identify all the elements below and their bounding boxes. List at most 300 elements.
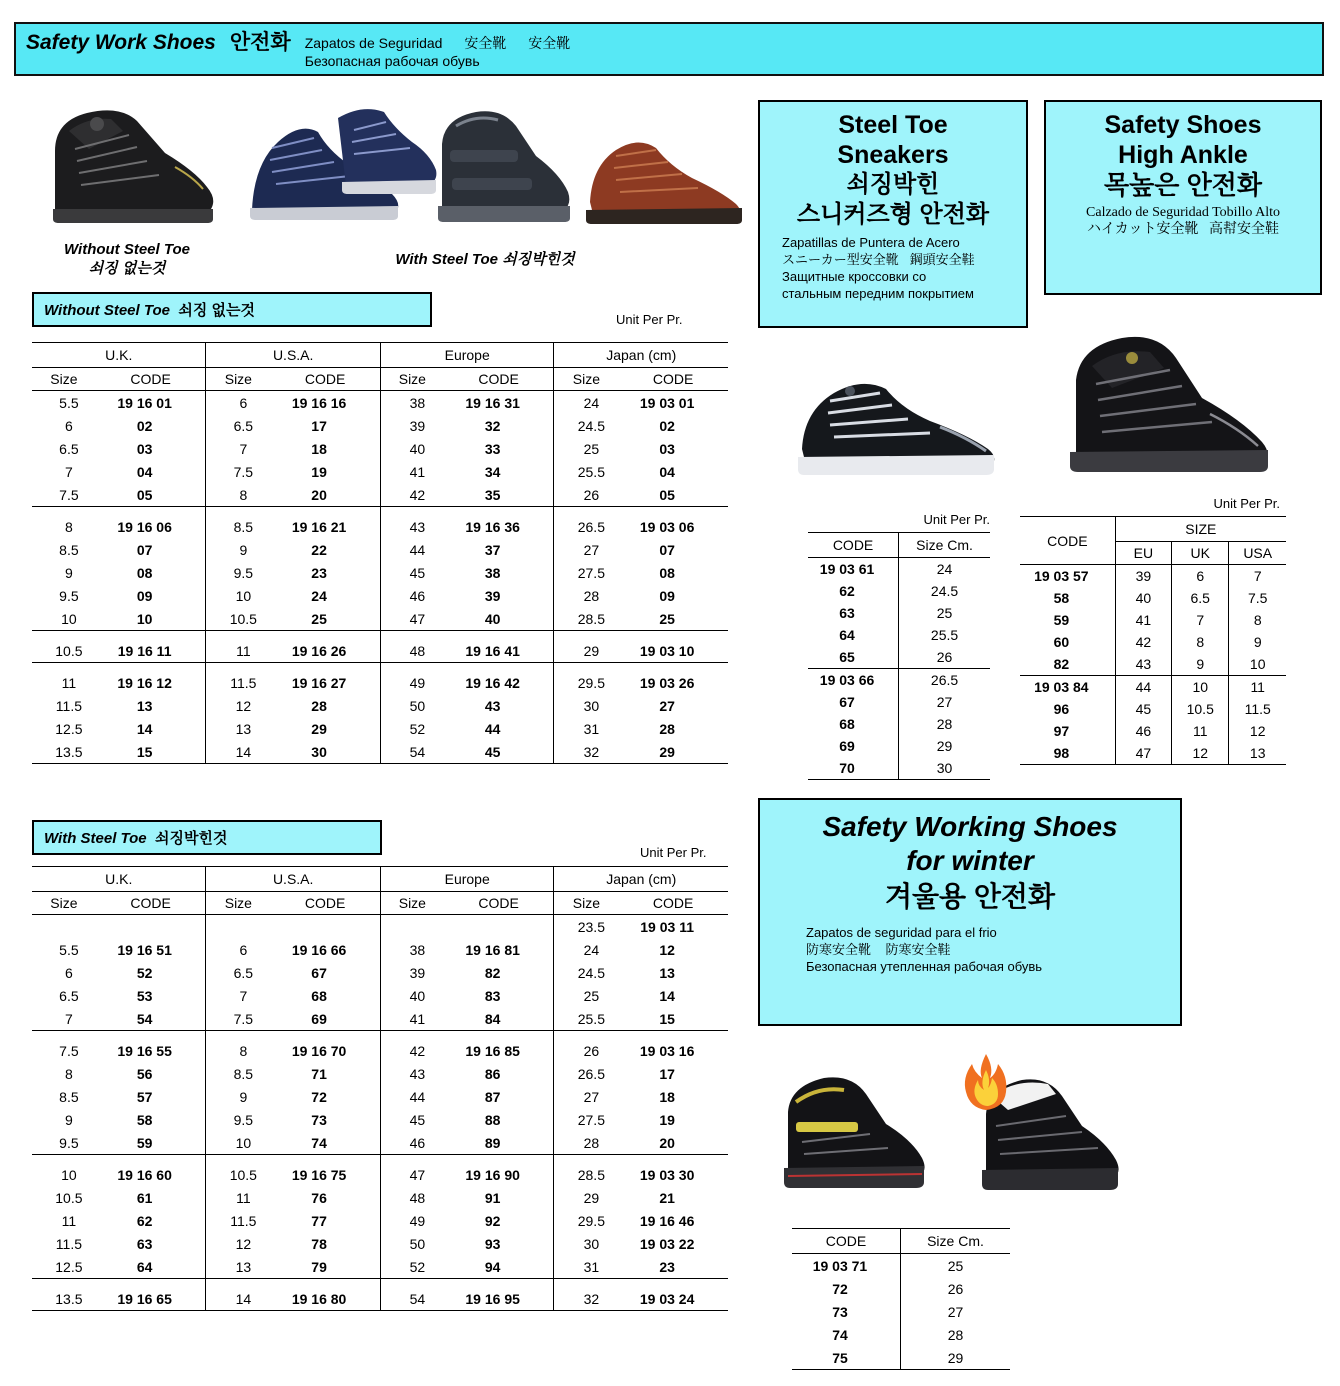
cell-jp-size: 28.5 — [554, 607, 618, 631]
row-spacer — [32, 663, 728, 672]
cell-jp-code: 15 — [618, 1007, 728, 1031]
cell-code: 59 — [1053, 612, 1070, 628]
cell-size-cm: 28 — [900, 1323, 1010, 1346]
cell-eu-size: 42 — [380, 483, 443, 507]
winter-title-kr: 겨울용 안전화 — [884, 881, 1056, 912]
cell-code: 62 — [839, 583, 855, 599]
cell-usa-code: 73 — [311, 1111, 327, 1128]
highankle-cn: 高幇安全鞋 — [1208, 222, 1279, 237]
spacer-cell — [444, 1031, 554, 1040]
th-region-usa: U.S.A. — [206, 343, 380, 368]
cell-code: 75 — [792, 1346, 900, 1370]
banner-title-en: Safety Work Shoes — [26, 31, 216, 54]
table-row — [792, 1323, 1010, 1346]
spacer-cell — [618, 507, 728, 516]
cell-uk-code: 61 — [136, 1189, 153, 1206]
cell-eu-size: 45 — [380, 1108, 443, 1131]
cell-jp-size: 24.5 — [554, 414, 618, 437]
cell-eu-code: 19 16 42 — [465, 674, 520, 691]
cell-eu-code: 89 — [444, 1131, 554, 1155]
cell-uk-code: 52 — [136, 964, 153, 981]
cell-eu: 44 — [1115, 676, 1171, 699]
cell-usa-size: 10.5 — [206, 607, 270, 631]
spacer-cell — [444, 663, 554, 672]
cell-jp-code: 17 — [659, 1065, 675, 1082]
table-high-ankle — [1020, 516, 1286, 765]
table-row — [1020, 631, 1286, 653]
cell-eu-code: 40 — [444, 607, 554, 631]
cell-usa-code: 19 16 21 — [291, 518, 347, 535]
panel-steel-toe-sneakers — [758, 100, 1028, 328]
table-row — [32, 561, 728, 584]
table-row — [1020, 565, 1286, 588]
table-row — [792, 1300, 1010, 1323]
cell-usa-size: 14 — [206, 1287, 270, 1311]
spacer-cell — [206, 631, 270, 640]
table-winter — [792, 1228, 1010, 1370]
cell-jp-code: 21 — [659, 1189, 675, 1206]
cell-usa-size: 6.5 — [206, 414, 270, 437]
unit-label-table1: Unit Per Pr. — [616, 312, 683, 327]
cell-usa-size: 14 — [206, 740, 270, 764]
winter-title-1: Safety Working Shoes — [822, 811, 1118, 842]
cell-usa-code: 19 16 16 — [291, 394, 347, 411]
cell-jp-code: 09 — [659, 587, 675, 604]
th-region-uk: U.K. — [32, 867, 206, 892]
cell-usa-code: 67 — [311, 964, 327, 981]
table-row — [1020, 698, 1286, 720]
table-row — [32, 694, 728, 717]
cell-uk-size: 6.5 — [59, 440, 79, 457]
th-size: Size — [206, 368, 270, 391]
cell-jp-code: 19 03 22 — [639, 1235, 695, 1252]
cell-uk-size: 6 — [65, 964, 73, 981]
cell-usa: 11 — [1229, 676, 1286, 699]
cell-uk-size: 9.5 — [59, 587, 79, 604]
sneakers-es: Zapatillas de Puntera de Acero — [782, 235, 960, 250]
sneakers-title-kr1: 쇠징박힌 — [846, 171, 940, 198]
spacer-cell — [270, 1155, 380, 1164]
cell-uk-size: 8 — [65, 1065, 73, 1082]
cell-usa: 12 — [1229, 720, 1286, 742]
cell-size-cm: 29 — [900, 1346, 1010, 1370]
spacer-cell — [32, 1155, 96, 1164]
sneakers-title-1: Steel Toe — [838, 111, 948, 139]
cell-eu-code: 82 — [484, 964, 501, 981]
cell-uk-code: 63 — [136, 1235, 153, 1252]
shoe-photo-black-boot — [25, 91, 230, 231]
chip-without-steel-toe: Without Steel Toe 쇠징 없는것 — [32, 292, 432, 327]
cell-usa-code: 19 16 27 — [291, 674, 347, 691]
cell-uk-size: 11.5 — [55, 1235, 82, 1252]
chip-with-steel-toe: With Steel Toe 쇠징박힌것 — [32, 820, 382, 855]
cell-usa: 8 — [1229, 609, 1286, 631]
page-banner — [14, 22, 1324, 76]
th-size-cm: Size Cm. — [900, 1229, 1010, 1254]
cell-jp-code: 04 — [659, 463, 675, 480]
cell-jp-size: 30 — [554, 1232, 618, 1255]
cell-jp-code: 20 — [618, 1131, 728, 1155]
cell-uk-code: 04 — [136, 463, 153, 480]
th-size: Size — [206, 892, 270, 915]
cell-code: 74 — [832, 1326, 848, 1343]
cell-usa-code — [270, 915, 380, 939]
cell-eu-code: 34 — [484, 463, 501, 480]
cell-eu: 41 — [1115, 609, 1171, 631]
cell-eu-size: 44 — [380, 538, 443, 561]
cell-usa-size: 11.5 — [206, 1209, 270, 1232]
cell-uk-size: 8.5 — [59, 541, 79, 558]
cell-eu-size: 54 — [380, 740, 443, 764]
spacer-cell — [32, 631, 96, 640]
cell-uk-size — [32, 915, 96, 939]
cell-eu-size: 48 — [380, 639, 443, 663]
spacer-cell — [96, 507, 206, 516]
cell-uk: 10.5 — [1172, 698, 1229, 720]
cell-usa-code: 78 — [311, 1235, 327, 1252]
highankle-title-kr: 목높은 안전화 — [1104, 170, 1262, 200]
spacer-cell — [206, 507, 270, 516]
spacer-cell — [32, 1031, 96, 1040]
th-size: Size — [554, 368, 618, 391]
cell-eu-code: 84 — [444, 1007, 554, 1031]
table-row — [32, 1039, 728, 1062]
cell-usa-size: 7 — [206, 437, 270, 460]
spacer-cell — [96, 1155, 206, 1164]
cell-uk-code: 13 — [136, 697, 153, 714]
cell-eu-code: 93 — [484, 1235, 501, 1252]
cell-jp-size: 26 — [554, 483, 618, 507]
highankle-title-1: Safety Shoes — [1104, 111, 1262, 139]
cell-eu-code: 92 — [484, 1212, 501, 1229]
table-row — [32, 915, 728, 939]
cell-usa: 13 — [1229, 742, 1286, 765]
highankle-es: Calzado de Seguridad Tobillo Alto — [1086, 205, 1280, 220]
spacer-cell — [444, 1279, 554, 1288]
th-code: CODE — [96, 892, 206, 915]
spacer-cell — [96, 631, 206, 640]
cell-size-cm: 26 — [899, 646, 990, 669]
table-row — [32, 1062, 728, 1085]
cell-jp-size: 27 — [554, 538, 618, 561]
spacer-cell — [444, 507, 554, 516]
spacer-cell — [96, 1279, 206, 1288]
banner-title-ru: Безопасная рабочая обувь — [304, 53, 480, 69]
spacer-cell — [554, 1279, 618, 1288]
th-code: CODE — [618, 892, 728, 915]
cell-eu-code: 19 16 90 — [465, 1166, 520, 1183]
cell-eu-size: 47 — [380, 607, 443, 631]
table-row — [1020, 676, 1286, 699]
cell-eu-code: 44 — [484, 720, 501, 737]
th-code: CODE — [792, 1229, 900, 1254]
th-region-europe: Europe — [380, 867, 554, 892]
table-row — [32, 740, 728, 764]
table-row — [792, 1346, 1010, 1370]
cell-uk-size: 13.5 — [32, 1287, 96, 1311]
cell-size-cm: 27 — [899, 691, 990, 713]
cell-eu-code: 38 — [484, 564, 501, 581]
cell-uk-size: 13.5 — [32, 740, 96, 764]
table-row — [32, 1085, 728, 1108]
th-region-japan: Japan (cm) — [554, 343, 728, 368]
cell-eu-code: 19 16 41 — [444, 639, 554, 663]
spacer-cell — [270, 663, 380, 672]
table-row — [32, 1232, 728, 1255]
spacer-cell — [270, 507, 380, 516]
spacer-cell — [618, 663, 728, 672]
th-code: CODE — [444, 368, 554, 391]
cell-jp-size: 31 — [554, 1255, 618, 1279]
cell-jp-size: 24 — [554, 938, 618, 961]
cell-jp-code: 07 — [659, 541, 675, 558]
spacer-cell — [554, 1155, 618, 1164]
shoe-photo-blue-pair — [242, 94, 442, 229]
sneakers-title-2: Sneakers — [837, 141, 949, 169]
cell-uk-size: 10.5 — [55, 1189, 83, 1206]
th-size: Size — [32, 368, 96, 391]
cell-usa-size: 7.5 — [206, 1007, 270, 1031]
cell-code: 96 — [1053, 701, 1070, 717]
table-row — [808, 558, 990, 581]
cell-jp-size: 28 — [554, 584, 618, 607]
cell-uk: 11 — [1172, 720, 1229, 742]
cell-jp-size: 32 — [554, 740, 618, 764]
cell-eu-size: 40 — [380, 984, 443, 1007]
cell-uk-size: 9.5 — [32, 1131, 96, 1155]
cell-usa-code: 79 — [270, 1255, 380, 1279]
cell-usa-size: 6 — [206, 938, 270, 961]
cell-size-cm: 27 — [900, 1300, 1010, 1323]
table-row — [808, 580, 990, 602]
cell-usa-size: 10 — [206, 584, 270, 607]
table-row — [32, 1108, 728, 1131]
table-row — [32, 717, 728, 740]
spacer-cell — [270, 1031, 380, 1040]
sneakers-title-kr2: 스니커즈형 안전화 — [796, 201, 990, 228]
table-row — [32, 437, 728, 460]
th-code: CODE — [444, 892, 554, 915]
cell-uk-code: 59 — [96, 1131, 206, 1155]
th-code: CODE — [808, 533, 899, 558]
unit-label-highankle: Unit Per Pr. — [1213, 496, 1280, 511]
cell-usa-code: 68 — [311, 987, 327, 1004]
cell-jp-code: 19 03 06 — [639, 518, 695, 535]
cell-jp-size: 25 — [554, 437, 618, 460]
cell-usa-code: 69 — [270, 1007, 380, 1031]
winter-cn: 防寒安全鞋 — [885, 942, 951, 957]
cell-code: 19 03 66 — [819, 672, 875, 688]
cell-uk-size: 11 — [61, 674, 77, 691]
table-row — [32, 483, 728, 507]
cell-eu-code: 32 — [484, 417, 501, 434]
cell-usa-code: 28 — [311, 697, 327, 714]
cell-eu-size: 43 — [380, 1062, 443, 1085]
cell-eu-code: 37 — [484, 541, 501, 558]
cell-usa-code: 19 16 80 — [270, 1287, 380, 1311]
cell-usa-size: 12 — [206, 1232, 270, 1255]
cell-jp-code: 19 03 16 — [639, 1042, 695, 1059]
cell-eu-code: 43 — [484, 697, 501, 714]
cell-jp-size: 23.5 — [554, 915, 618, 939]
shoe-photo-grey-boot — [420, 92, 580, 232]
cell-uk: 12 — [1172, 742, 1229, 765]
row-spacer — [32, 1031, 728, 1040]
cell-code: 19 03 84 — [1034, 679, 1089, 695]
cell-jp-code: 19 03 26 — [639, 674, 695, 691]
row-spacer — [32, 1279, 728, 1288]
cell-eu-size: 52 — [380, 1255, 443, 1279]
spacer-cell — [618, 1279, 728, 1288]
cell-size-cm: 29 — [899, 735, 990, 757]
table-row — [32, 1209, 728, 1232]
cell-uk-size: 6.5 — [59, 987, 79, 1004]
cell-eu: 39 — [1115, 565, 1171, 588]
cell-size-cm: 28 — [899, 713, 990, 735]
th-code: CODE — [270, 892, 380, 915]
cell-usa-code: 19 16 26 — [270, 639, 380, 663]
cell-uk-code: 07 — [136, 541, 153, 558]
table-row — [32, 460, 728, 483]
table-row — [808, 735, 990, 757]
spacer-cell — [380, 631, 443, 640]
cell-code: 97 — [1053, 723, 1070, 739]
spacer-cell — [96, 663, 206, 672]
cell-uk: 6 — [1172, 565, 1229, 588]
table-row — [1020, 653, 1286, 676]
cell-eu-code: 19 16 85 — [465, 1042, 520, 1059]
cell-uk-size: 5.5 — [59, 394, 79, 411]
table-row — [808, 713, 990, 735]
cell-jp-size: 32 — [554, 1287, 618, 1311]
cell-usa-code: 23 — [311, 564, 327, 581]
highankle-jp: ハイカット安全靴 — [1087, 222, 1199, 237]
cell-code: 98 — [1020, 742, 1115, 765]
table-row — [32, 938, 728, 961]
cell-uk-code: 56 — [136, 1065, 153, 1082]
cell-uk: 10 — [1172, 676, 1229, 699]
sneakers-ru1: Защитные кроссовки со — [782, 269, 927, 284]
spacer-cell — [270, 631, 380, 640]
panel-high-ankle — [1044, 100, 1322, 295]
spacer-cell — [380, 1155, 443, 1164]
cell-uk-size: 11 — [61, 1212, 77, 1229]
cell-uk-size: 10 — [32, 607, 96, 631]
shoe-photo-sneaker — [790, 345, 1005, 490]
cell-uk: 7 — [1172, 609, 1229, 631]
table-row — [32, 607, 728, 631]
table-row — [32, 984, 728, 1007]
cell-jp-code: 19 03 10 — [618, 639, 728, 663]
cell-uk-code — [96, 915, 206, 939]
spacer-cell — [618, 1155, 728, 1164]
cell-jp-code: 19 16 46 — [639, 1212, 695, 1229]
cell-eu-size: 38 — [380, 391, 443, 415]
cell-usa-code: 29 — [311, 720, 327, 737]
spacer-cell — [380, 1031, 443, 1040]
cell-usa-size: 6 — [206, 391, 270, 415]
cell-eu-code: 19 16 36 — [465, 518, 520, 535]
table-without-steel-toe — [32, 342, 728, 764]
spacer-cell — [206, 1155, 270, 1164]
cell-size-cm: 30 — [899, 757, 990, 780]
banner-title-kr: 안전화 — [229, 31, 291, 54]
th-eu: EU — [1115, 542, 1171, 565]
table-row — [792, 1254, 1010, 1278]
row-spacer — [32, 1155, 728, 1164]
cell-eu: 46 — [1115, 720, 1171, 742]
cell-jp-size: 25.5 — [554, 1007, 618, 1031]
cell-size-cm: 26 — [900, 1277, 1010, 1300]
spacer-cell — [380, 663, 443, 672]
cell-jp-code: 13 — [659, 964, 675, 981]
cell-jp-size: 27.5 — [554, 1108, 618, 1131]
table-row — [32, 1163, 728, 1186]
cell-code: 65 — [808, 646, 899, 669]
cell-jp-size: 26 — [554, 1039, 618, 1062]
banner-title-es: Zapatos de Seguridad — [304, 35, 443, 51]
cell-eu-code: 88 — [484, 1111, 501, 1128]
cell-jp-code: 28 — [659, 720, 675, 737]
cell-jp-size: 27.5 — [554, 561, 618, 584]
table-row — [32, 1186, 728, 1209]
cell-usa-code: 17 — [311, 417, 327, 434]
cell-eu-size — [380, 915, 443, 939]
spacer-cell — [32, 663, 96, 672]
cell-uk-code: 53 — [136, 987, 153, 1004]
cell-uk-code: 15 — [96, 740, 206, 764]
cell-uk-code: 10 — [96, 607, 206, 631]
cell-eu-size: 49 — [380, 671, 443, 694]
panel-winter — [758, 798, 1182, 1026]
sneakers-cn: 鋼頭安全鞋 — [909, 252, 975, 267]
cell-uk-code: 57 — [136, 1088, 153, 1105]
table-row — [808, 691, 990, 713]
cell-jp-code: 19 03 24 — [618, 1287, 728, 1311]
cell-usa-code: 72 — [311, 1088, 327, 1105]
th-size: Size — [380, 368, 443, 391]
cell-jp-code: 23 — [618, 1255, 728, 1279]
cell-eu-size: 49 — [380, 1209, 443, 1232]
cell-usa-code: 18 — [311, 440, 327, 457]
cell-uk-size: 7 — [65, 463, 73, 480]
cell-eu-code: 19 16 31 — [465, 394, 520, 411]
table-row — [808, 757, 990, 780]
cell-size-cm: 25 — [899, 602, 990, 624]
cell-uk-size: 10.5 — [32, 639, 96, 663]
cell-usa-size: 13 — [206, 1255, 270, 1279]
cell-size-cm: 24.5 — [899, 580, 990, 602]
cell-code: 58 — [1053, 590, 1070, 606]
table-row — [32, 391, 728, 415]
row-spacer — [32, 507, 728, 516]
highankle-title-2: High Ankle — [1118, 141, 1248, 169]
winter-title-2: for winter — [906, 845, 1034, 876]
cell-code: 68 — [839, 716, 855, 732]
banner-title-jp: 安全靴 — [464, 35, 507, 51]
table-row — [1020, 609, 1286, 631]
table-row — [808, 646, 990, 669]
cell-jp-size: 29 — [554, 639, 618, 663]
cell-uk-code: 64 — [96, 1255, 206, 1279]
sneakers-jp: スニーカー型安全靴 — [782, 252, 899, 267]
cell-jp-size: 28 — [554, 1131, 618, 1155]
cell-uk-size: 5.5 — [59, 941, 79, 958]
cell-usa-code: 20 — [270, 483, 380, 507]
cell-uk-size: 9 — [65, 564, 73, 581]
cell-jp-code: 27 — [659, 697, 675, 714]
cell-usa-code: 25 — [270, 607, 380, 631]
